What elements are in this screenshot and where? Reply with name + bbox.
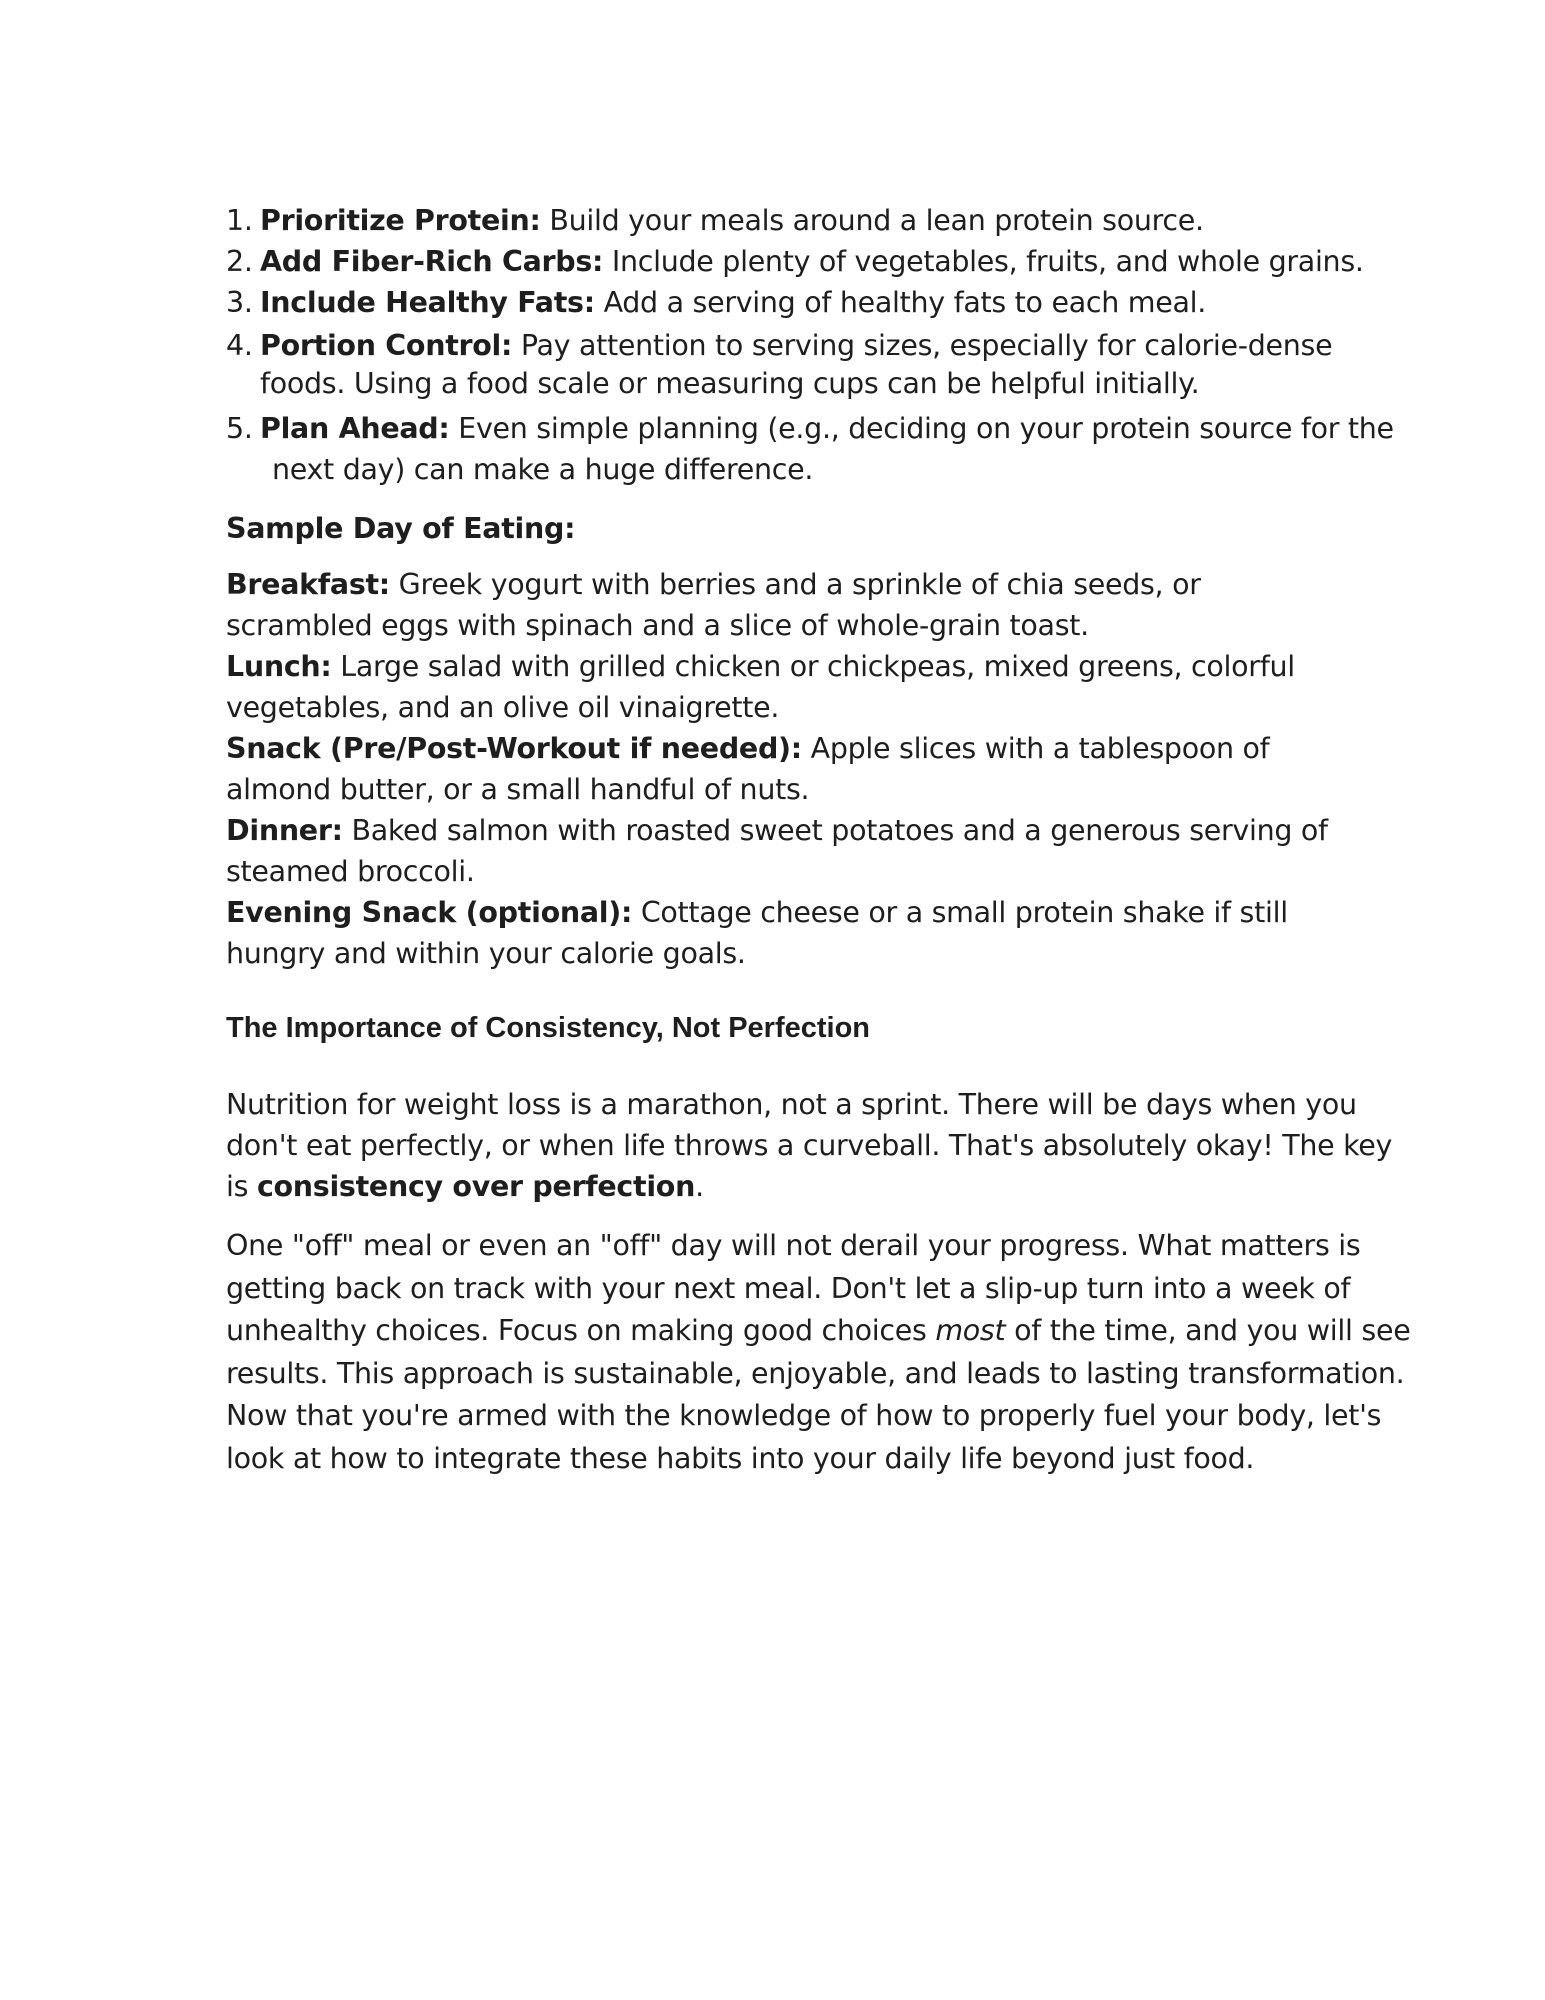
paragraph bbox=[226, 1225, 1416, 1480]
meal-lunch bbox=[226, 646, 1416, 728]
meal-breakfast bbox=[226, 564, 1416, 646]
tip-text: Build your meals around a lean protein source. bbox=[540, 204, 1204, 237]
paragraph-bold-text: consistency over perfection bbox=[256, 1170, 696, 1203]
meal-text: steamed broccoli. bbox=[226, 855, 475, 888]
tip-label: Include Healthy Fats: bbox=[260, 286, 595, 319]
meal-evening-snack bbox=[226, 892, 1416, 974]
meal-label: Lunch: bbox=[226, 650, 332, 683]
tip-text: Add a serving of healthy fats to each meal. bbox=[594, 286, 1206, 319]
list-number: 5. bbox=[226, 412, 253, 445]
document-page bbox=[226, 200, 1416, 1480]
meal-text: Greek yogurt with berries and a sprinkle of chia seeds, or bbox=[389, 568, 1201, 601]
meal-text: Cottage cheese or a small protein shake if still bbox=[632, 896, 1288, 929]
paragraph-text: . bbox=[695, 1170, 704, 1203]
tip-text: Even simple planning (e.g., deciding on your protein source for the bbox=[449, 412, 1394, 445]
meal-text: Large salad with grilled chicken or chickpeas, mixed greens, colorful bbox=[331, 650, 1295, 683]
section-heading: The Importance of Consistency, Not Perfection bbox=[226, 1012, 871, 1044]
list-number: 2. bbox=[226, 245, 253, 278]
list-item bbox=[226, 200, 1416, 241]
list-item bbox=[226, 282, 1416, 323]
sample-day-title: Sample Day of Eating: bbox=[226, 512, 576, 545]
meal-label: Breakfast: bbox=[226, 568, 390, 601]
meal-text: scrambled eggs with spinach and a slice of whole-grain toast. bbox=[226, 609, 1089, 642]
tip-text-continuation: next day) can make a huge difference. bbox=[272, 453, 814, 486]
meal-label: Snack (Pre/Post-Workout if needed): bbox=[226, 732, 802, 765]
meal-label: Evening Snack (optional): bbox=[226, 896, 633, 929]
meal-snack bbox=[226, 728, 1416, 810]
meal-text: Baked salmon with roasted sweet potatoes and a generous serving of bbox=[342, 814, 1328, 847]
tip-text: Include plenty of vegetables, fruits, and whole grains. bbox=[603, 245, 1364, 278]
list-item bbox=[226, 408, 1416, 490]
paragraph-text: One "off" meal or even an "off" day will not derail your progress. What matters is getting back on track with your next meal. Don't let a slip-up turn into a week of unhealthy choices. Focus on making good choices bbox=[226, 1229, 1361, 1347]
list-number: 4. bbox=[226, 329, 253, 362]
meal-text: vegetables, and an olive oil vinaigrette. bbox=[226, 691, 780, 724]
tip-label: Plan Ahead: bbox=[260, 412, 450, 445]
paragraph-italic-text: most bbox=[935, 1314, 1006, 1347]
list-number: 1. bbox=[226, 204, 253, 237]
paragraph bbox=[226, 1084, 1416, 1207]
sample-day-meals bbox=[226, 564, 1416, 974]
nutrition-tips-list bbox=[226, 200, 1416, 490]
list-item bbox=[226, 327, 1416, 403]
meal-text: hungry and within your calorie goals. bbox=[226, 937, 746, 970]
list-item bbox=[226, 241, 1416, 282]
tip-label: Prioritize Protein: bbox=[260, 204, 541, 237]
paragraph-text: Nutrition for weight loss is a marathon, not a sprint. There will be days when you don't eat perfectly, or when life throws a curveball. That's absolutely okay! The key is bbox=[226, 1088, 1393, 1203]
meal-text: Apple slices with a tablespoon of bbox=[801, 732, 1270, 765]
list-number: 3. bbox=[226, 286, 253, 319]
tip-text: Pay attention to serving sizes, especially for calorie-dense foods. Using a food scale or measuring cups can be helpful initially. bbox=[260, 329, 1333, 400]
meal-dinner bbox=[226, 810, 1416, 892]
meal-text: almond butter, or a small handful of nuts. bbox=[226, 773, 810, 806]
tip-label: Portion Control: bbox=[260, 329, 513, 362]
tip-label: Add Fiber-Rich Carbs: bbox=[260, 245, 604, 278]
paragraph-text: of the time, and you will see results. This approach is sustainable, enjoyable, and leads to lasting transformation. Now that you're armed with the knowledge of how to properly fuel your body, let's look at how to integrate these habits into your daily life beyond just food. bbox=[226, 1314, 1411, 1475]
meal-label: Dinner: bbox=[226, 814, 343, 847]
